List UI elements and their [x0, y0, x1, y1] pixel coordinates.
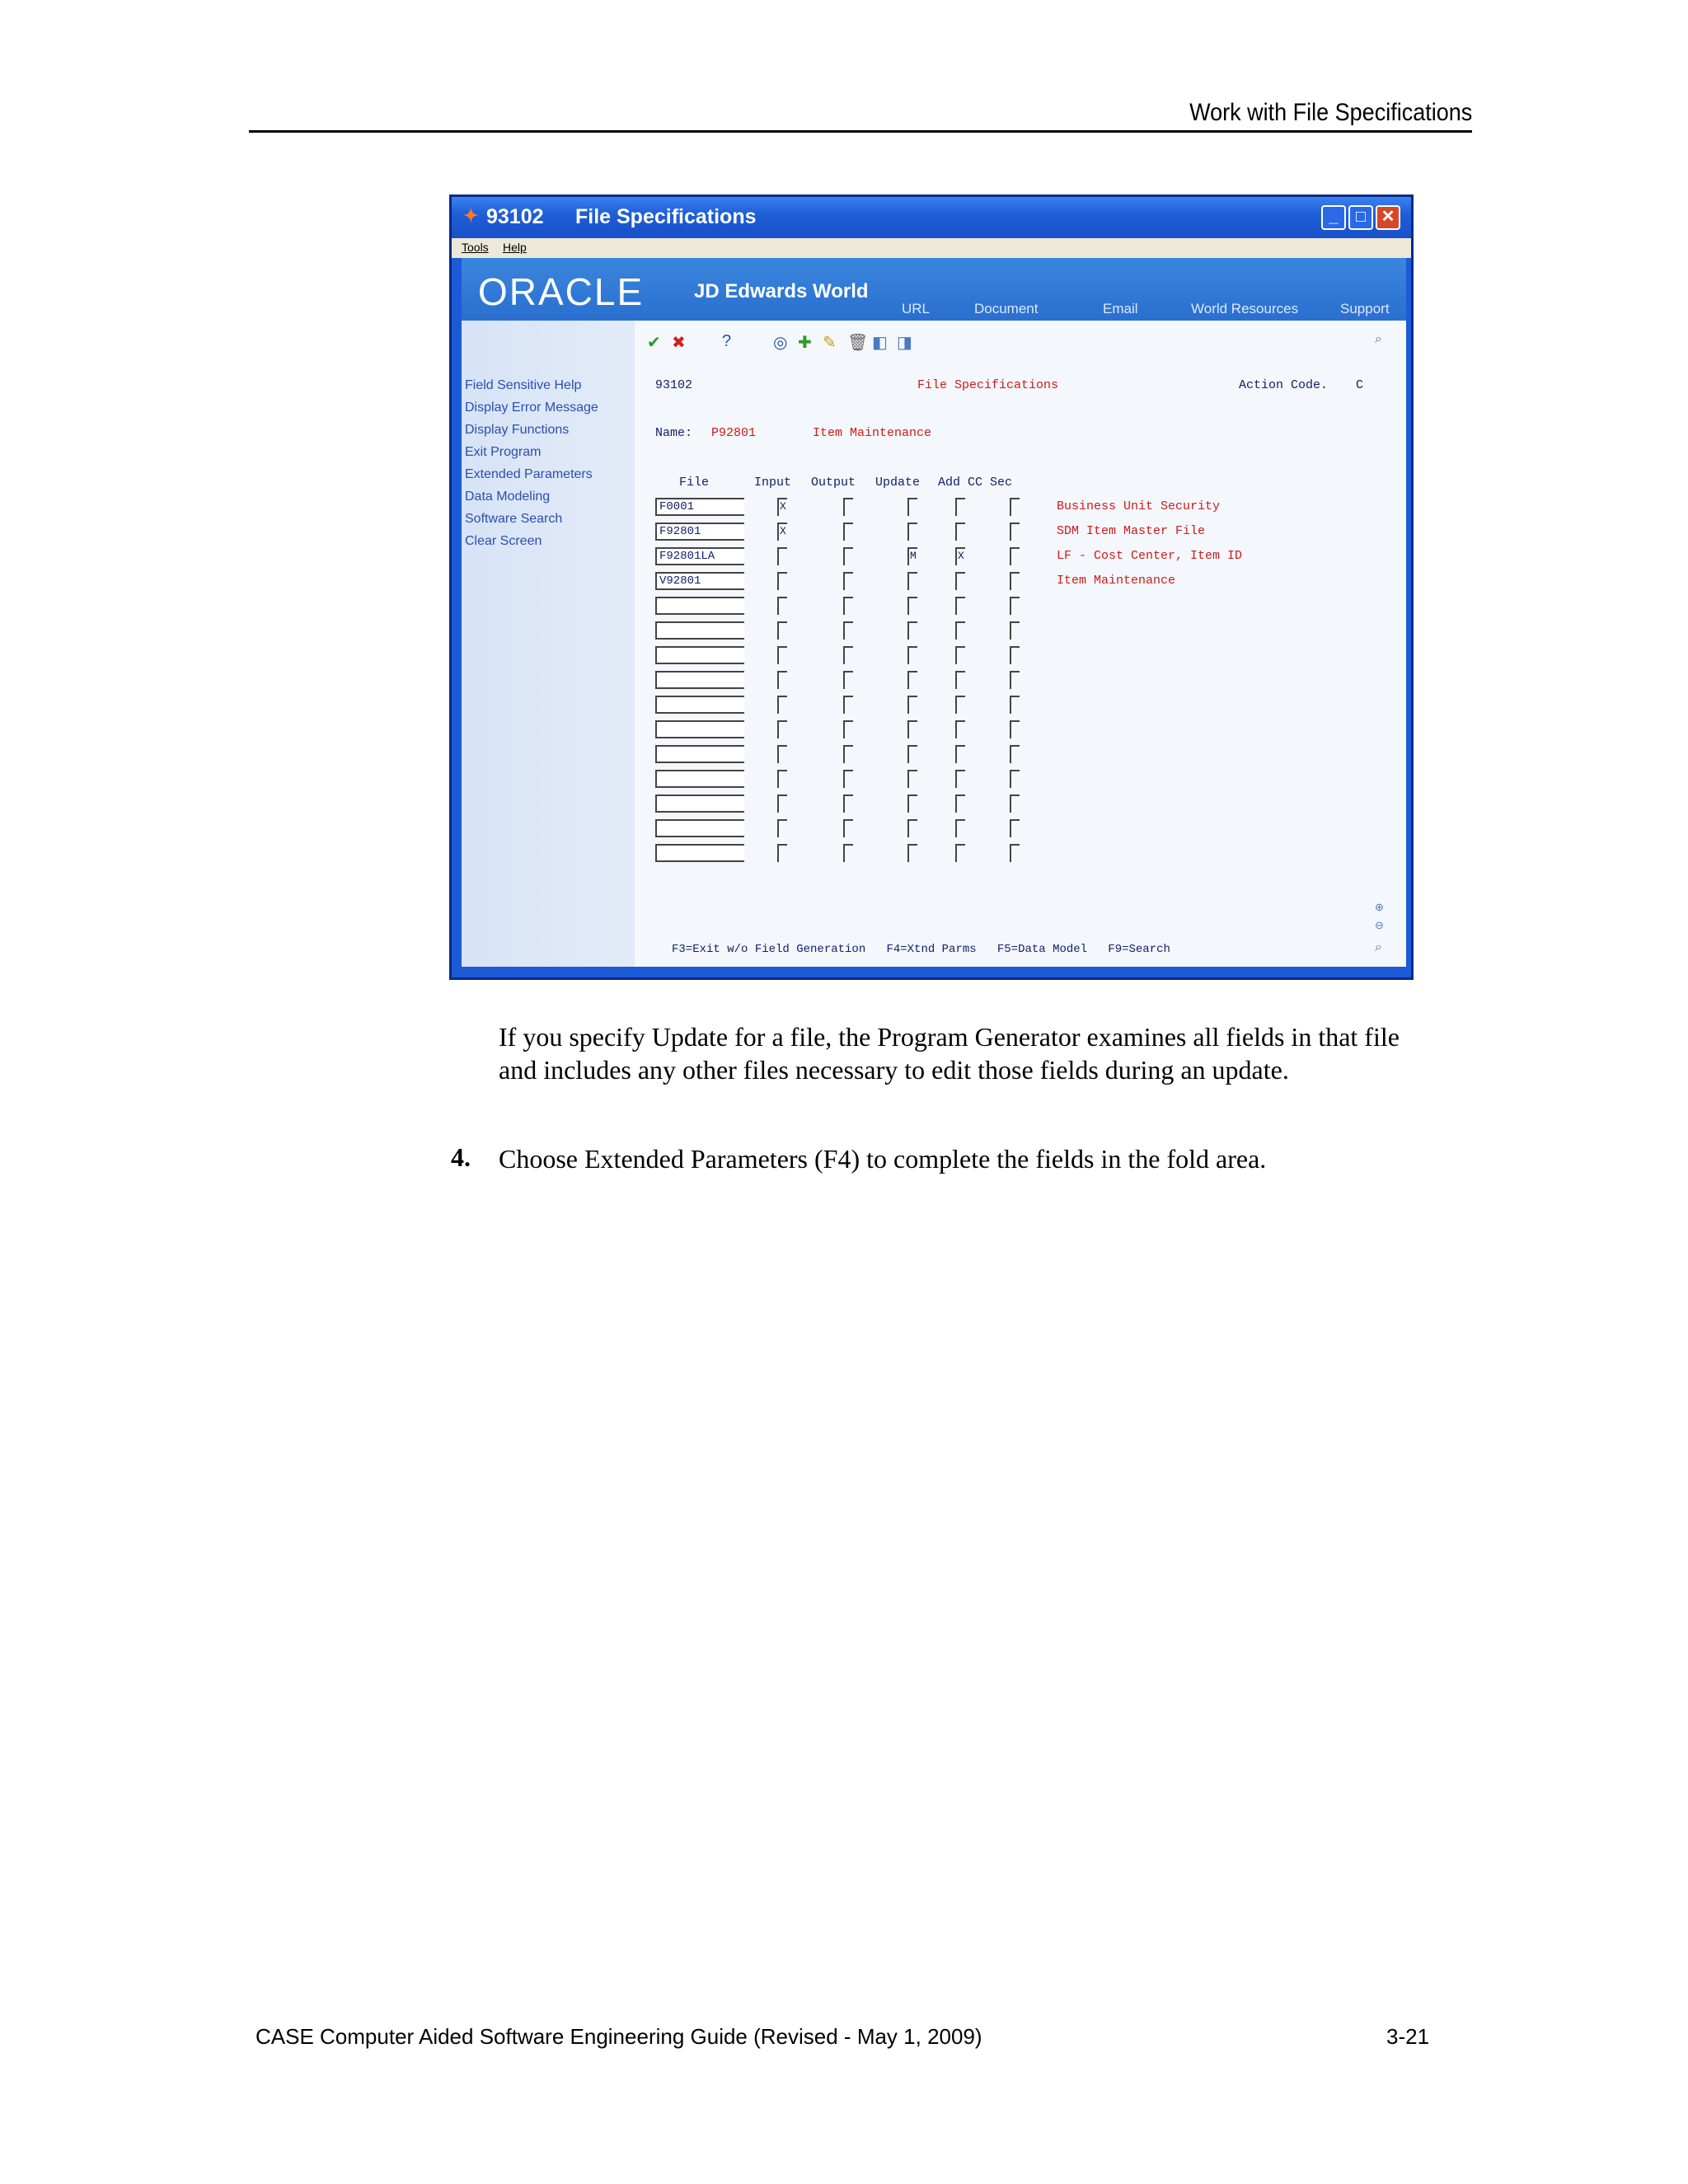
add-checkbox[interactable] — [955, 819, 965, 837]
add-checkbox[interactable] — [955, 844, 965, 862]
window-title: File Specifications — [575, 205, 757, 228]
output-checkbox[interactable] — [843, 523, 853, 541]
table-row — [655, 671, 1232, 692]
function-keys: F3=Exit w/o Field Generation F4=Xtnd Parms F5=Data Model F9=Search — [672, 943, 1170, 956]
col-output: Output — [811, 476, 856, 490]
add-checkbox[interactable] — [955, 794, 965, 813]
table-row — [655, 770, 1232, 791]
file-field[interactable] — [655, 794, 744, 813]
page-number: 3-21 — [1386, 2024, 1430, 2049]
col-input: Input — [754, 476, 792, 490]
sidebar-item-extended-parameters[interactable]: Extended Parameters — [465, 467, 593, 481]
cc-sec-checkbox[interactable] — [1010, 646, 1020, 664]
file-field[interactable] — [655, 646, 744, 664]
input-checkbox[interactable] — [777, 621, 787, 640]
output-checkbox[interactable] — [843, 745, 853, 763]
update-checkbox[interactable] — [907, 745, 917, 763]
input-checkbox[interactable] — [777, 646, 787, 664]
input-checkbox[interactable] — [777, 844, 787, 862]
update-checkbox[interactable] — [907, 523, 917, 541]
add-icon[interactable]: ✚ — [798, 334, 812, 352]
oracle-logo: ORACLE — [478, 270, 645, 313]
window-titlebar — [452, 197, 1411, 238]
input-checkbox[interactable] — [777, 572, 787, 590]
col-file: File — [679, 476, 710, 490]
update-checkbox[interactable] — [907, 646, 917, 664]
cc-sec-checkbox[interactable] — [1010, 844, 1020, 862]
output-checkbox[interactable] — [843, 621, 853, 640]
file-description: Business Unit Security — [1057, 499, 1221, 513]
name-value: P92801 — [711, 426, 757, 440]
input-checkbox[interactable]: X — [777, 498, 787, 516]
add-checkbox[interactable] — [955, 671, 965, 689]
banner-link-email[interactable]: Email — [1103, 301, 1138, 316]
file-field[interactable]: F92801LA — [655, 547, 744, 565]
output-checkbox[interactable] — [843, 572, 853, 590]
file-field[interactable] — [655, 720, 744, 738]
add-checkbox[interactable]: X — [955, 547, 965, 565]
update-checkbox[interactable] — [907, 819, 917, 837]
table-row — [655, 794, 1232, 816]
action-code-input[interactable]: C — [1356, 378, 1364, 392]
add-checkbox[interactable] — [955, 498, 965, 516]
update-checkbox[interactable] — [907, 794, 917, 813]
ok-icon[interactable]: ✔ — [647, 334, 661, 352]
cc-sec-checkbox[interactable] — [1010, 770, 1020, 788]
output-checkbox[interactable] — [843, 794, 853, 813]
program-code: 93102 — [486, 205, 544, 228]
file-field[interactable] — [655, 597, 744, 615]
table-row — [655, 547, 1243, 569]
output-checkbox[interactable] — [843, 770, 853, 788]
input-checkbox[interactable] — [777, 819, 787, 837]
add-checkbox[interactable] — [955, 720, 965, 738]
app-icon: ✦ — [463, 205, 479, 226]
cc-sec-checkbox[interactable] — [1010, 597, 1020, 615]
table-row — [655, 844, 1232, 865]
input-checkbox[interactable] — [777, 547, 787, 565]
minimize-button[interactable]: _ — [1321, 205, 1346, 230]
add-checkbox[interactable] — [955, 621, 965, 640]
update-checkbox[interactable] — [907, 498, 917, 516]
sidebar-item-display-functions[interactable]: Display Functions — [465, 423, 570, 437]
body-paragraph: If you specify Update for a file, the Program Generator examines all fields in that file and includes any other files necessary to edit those fields during an update. — [499, 1022, 1400, 1085]
file-field[interactable] — [655, 844, 744, 862]
screenshot-window — [449, 194, 1414, 980]
col-cc-sec: CC Sec — [968, 476, 1013, 490]
file-field[interactable] — [655, 770, 744, 788]
update-checkbox[interactable] — [907, 696, 917, 714]
sidebar-item-clear-screen[interactable]: Clear Screen — [465, 534, 542, 548]
input-checkbox[interactable] — [777, 696, 787, 714]
file-field[interactable] — [655, 696, 744, 714]
banner-link-document[interactable]: Document — [974, 301, 1039, 316]
file-field[interactable]: V92801 — [655, 572, 744, 590]
cancel-icon[interactable]: ✖ — [672, 334, 686, 352]
add-checkbox[interactable] — [955, 597, 965, 615]
cc-sec-checkbox[interactable] — [1010, 819, 1020, 837]
add-checkbox[interactable] — [955, 745, 965, 763]
sidebar — [462, 321, 635, 967]
update-checkbox[interactable] — [907, 844, 917, 862]
page-header — [249, 97, 1472, 133]
output-checkbox[interactable] — [843, 671, 853, 689]
file-field[interactable]: F92801 — [655, 523, 744, 541]
action-code-label: Action Code. — [1239, 378, 1329, 392]
col-update: Update — [875, 476, 921, 490]
input-checkbox[interactable] — [777, 745, 787, 763]
table-row — [655, 720, 1232, 742]
cc-sec-checkbox[interactable] — [1010, 720, 1020, 738]
cc-sec-checkbox[interactable] — [1010, 794, 1020, 813]
output-checkbox[interactable] — [843, 547, 853, 565]
step-text: Choose Extended Parameters (F4) to complete the fields in the fold area. — [499, 1144, 1267, 1174]
input-checkbox[interactable] — [777, 770, 787, 788]
name-description: Item Maintenance — [813, 426, 932, 440]
output-checkbox[interactable] — [843, 696, 853, 714]
menu-tools[interactable]: Tools — [462, 241, 489, 254]
output-checkbox[interactable] — [843, 646, 853, 664]
update-checkbox[interactable] — [907, 770, 917, 788]
file-description: LF - Cost Center, Item ID — [1057, 549, 1243, 563]
sidebar-item-exit-program[interactable]: Exit Program — [465, 445, 542, 459]
input-checkbox[interactable]: X — [777, 523, 787, 541]
file-grid — [655, 321, 1243, 898]
output-checkbox[interactable] — [843, 498, 853, 516]
table-row — [655, 498, 1232, 519]
next-icon[interactable]: ◨ — [897, 334, 912, 352]
cc-sec-checkbox[interactable] — [1010, 671, 1020, 689]
sidebar-item-error-message[interactable]: Display Error Message — [465, 401, 598, 415]
cc-sec-checkbox[interactable] — [1010, 621, 1020, 640]
sidebar-item-software-search[interactable]: Software Search — [465, 512, 563, 526]
name-label: Name: — [655, 426, 693, 440]
scroll-up-icon[interactable]: ⊕ — [1375, 901, 1384, 913]
banner-link-world-resources[interactable]: World Resources — [1191, 301, 1299, 316]
file-field[interactable] — [655, 819, 744, 837]
update-checkbox[interactable] — [907, 572, 917, 590]
page-header-title: Work with File Specifications — [1189, 99, 1472, 126]
help-icon[interactable]: ? — [722, 332, 732, 350]
update-checkbox[interactable]: M — [907, 547, 917, 565]
input-checkbox[interactable] — [777, 671, 787, 689]
table-row — [655, 745, 1232, 766]
menu-help[interactable]: Help — [503, 241, 527, 254]
update-checkbox[interactable] — [907, 597, 917, 615]
form-program-code: 93102 — [655, 378, 693, 392]
inquire-icon[interactable]: ◎ — [773, 334, 788, 352]
cc-sec-checkbox[interactable] — [1010, 523, 1020, 541]
table-row — [655, 621, 1232, 643]
input-checkbox[interactable] — [777, 720, 787, 738]
menu-bar — [452, 238, 1411, 258]
input-checkbox[interactable] — [777, 597, 787, 615]
maximize-button[interactable]: □ — [1348, 205, 1373, 230]
search-icon[interactable]: ⌕ — [1375, 332, 1382, 346]
client-area — [462, 321, 1406, 967]
input-checkbox[interactable] — [777, 794, 787, 813]
sidebar-item-data-modeling[interactable]: Data Modeling — [465, 490, 551, 504]
update-checkbox[interactable] — [907, 671, 917, 689]
banner-link-url[interactable]: URL — [902, 301, 931, 316]
update-checkbox[interactable] — [907, 720, 917, 738]
cc-sec-checkbox[interactable] — [1010, 572, 1020, 590]
file-field[interactable]: F0001 — [655, 498, 744, 516]
jde-logo-text: JD Edwards World — [694, 280, 869, 302]
cc-sec-checkbox[interactable] — [1010, 696, 1020, 714]
add-checkbox[interactable] — [955, 696, 965, 714]
cc-sec-checkbox[interactable] — [1010, 498, 1020, 516]
add-checkbox[interactable] — [955, 523, 965, 541]
zoom-icon[interactable]: ⌕ — [1375, 940, 1382, 954]
add-checkbox[interactable] — [955, 646, 965, 664]
add-checkbox[interactable] — [955, 770, 965, 788]
table-row — [655, 572, 1232, 593]
cc-sec-checkbox[interactable] — [1010, 745, 1020, 763]
sidebar-item-field-help[interactable]: Field Sensitive Help — [465, 378, 582, 392]
table-row — [655, 646, 1232, 668]
footer-title: CASE Computer Aided Software Engineering Guide (Revised - May 1, 2009) — [256, 2024, 982, 2049]
change-icon[interactable]: ✎ — [823, 334, 837, 352]
form-title: File Specifications — [917, 378, 1059, 392]
file-field[interactable] — [655, 671, 744, 689]
output-checkbox[interactable] — [843, 720, 853, 738]
file-description: SDM Item Master File — [1057, 524, 1206, 538]
close-button[interactable]: ✕ — [1376, 205, 1400, 230]
cc-sec-checkbox[interactable] — [1010, 547, 1020, 565]
table-row — [655, 597, 1232, 618]
output-checkbox[interactable] — [843, 844, 853, 862]
col-add: Add — [938, 476, 961, 490]
table-row — [655, 819, 1232, 841]
file-description: Item Maintenance — [1057, 574, 1176, 588]
output-checkbox[interactable] — [843, 819, 853, 837]
banner-link-support[interactable]: Support — [1340, 301, 1390, 316]
table-row — [655, 696, 1232, 717]
update-checkbox[interactable] — [907, 621, 917, 640]
delete-icon[interactable]: 🗑 — [847, 334, 869, 352]
table-row — [655, 523, 1232, 544]
previous-icon[interactable]: ◧ — [872, 334, 888, 352]
scroll-down-icon[interactable]: ⊖ — [1375, 919, 1384, 931]
file-field[interactable] — [655, 621, 744, 640]
add-checkbox[interactable] — [955, 572, 965, 590]
output-checkbox[interactable] — [843, 597, 853, 615]
oracle-banner — [462, 258, 1406, 321]
step-number: 4. — [451, 1142, 471, 1172]
file-field[interactable] — [655, 745, 744, 763]
